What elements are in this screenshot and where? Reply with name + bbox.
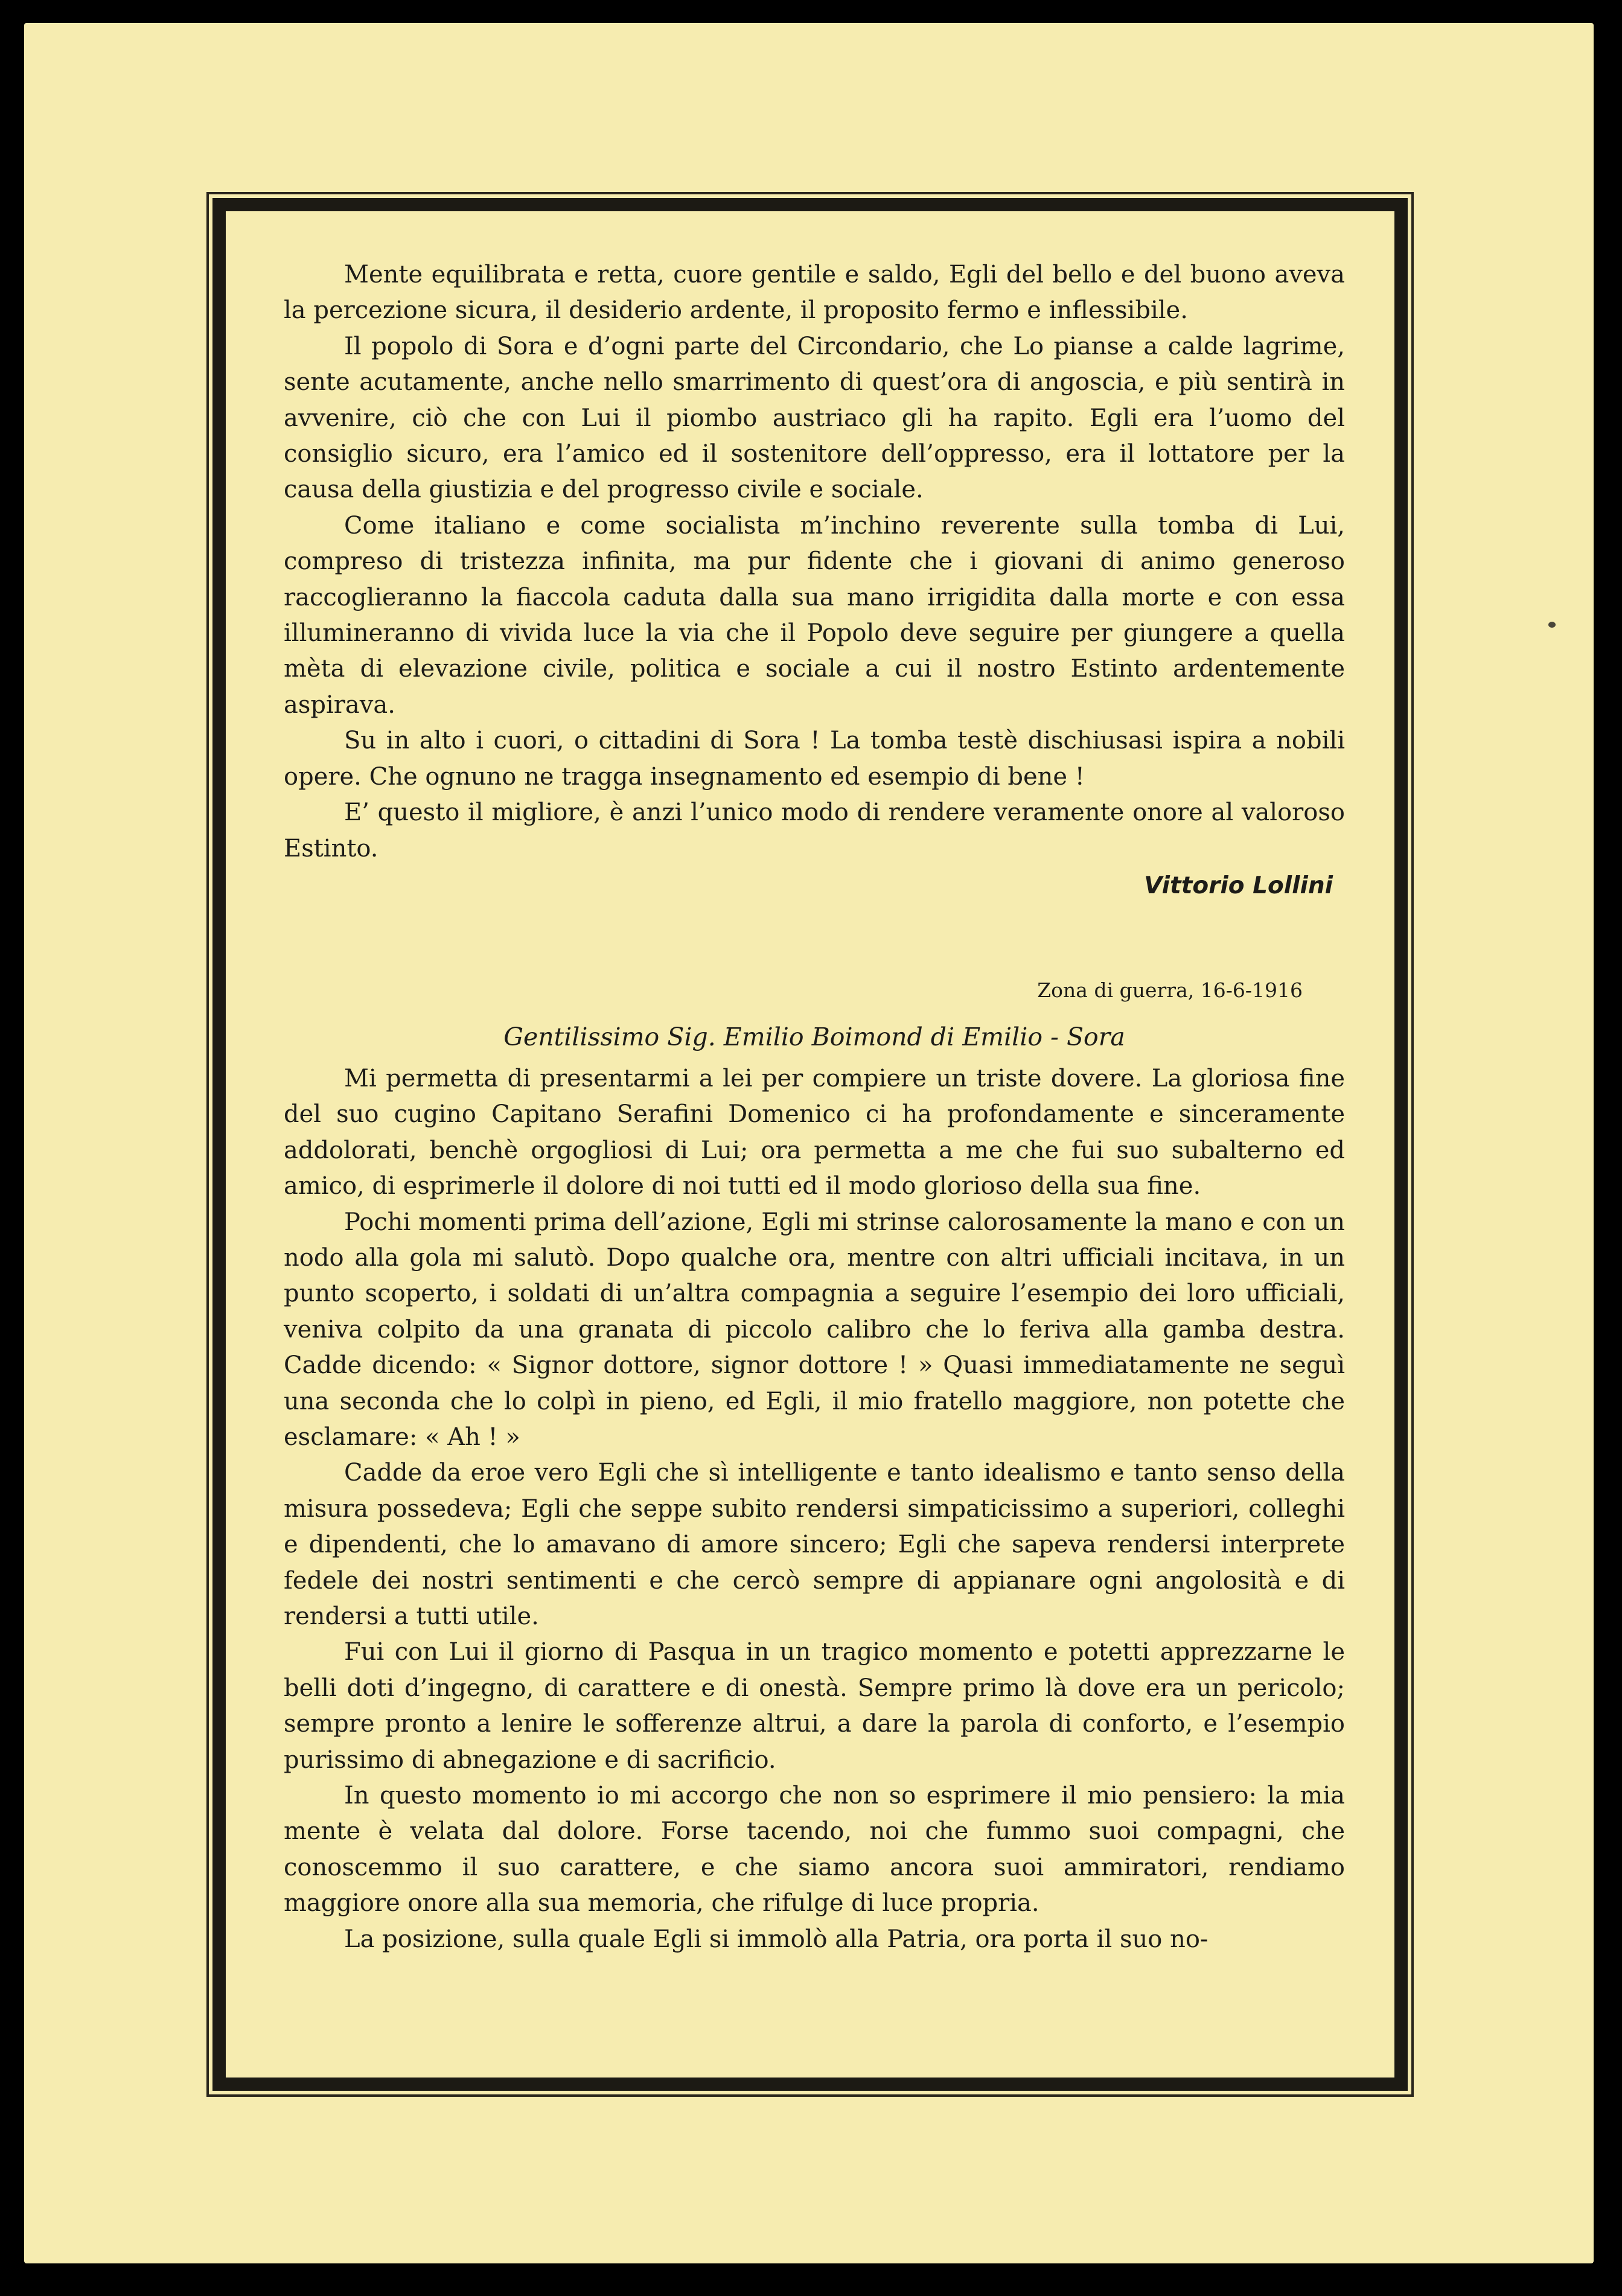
salutation: Gentilissimo Sig. Emilio Boimond di Emilio - Sora <box>503 1022 1125 1051</box>
paragraph: Cadde da eroe vero Egli che sì intelligente e tanto idealismo e tanto senso della misura possedeva; Egli che seppe subito rendersi simpaticissimo a superiori, colleghi e dipendenti, che lo amavano di amore sincero; Egli che sapeva rendersi interprete fedele dei nostri sentimenti e che cercò sempre di appianare ogni angolosità e di rendersi a tutti utile. <box>284 1459 1345 1630</box>
paragraph: E’ questo il migliore, è anzi l’unico modo di rendere veramente onore al valoroso Estinto. <box>284 799 1345 863</box>
ink-spot <box>1548 622 1556 628</box>
paper-sheet <box>24 23 1594 2263</box>
letter-lollini <box>284 257 1345 903</box>
letter-war-zone <box>284 975 1345 1957</box>
signature: Vittorio Lollini <box>1144 872 1333 899</box>
paragraph: Pochi momenti prima dell’azione, Egli mi strinse calorosamente la mano e con un nodo alla gola mi salutò. Dopo qualche ora, mentre con altri ufficiali incitava, in un punto scoperto, i soldati di un’altra compagnia a seguire l’esempio dei loro ufficiali, veniva colpito da una granata di piccolo calibro che lo feriva alla gamba destra. Cadde dicendo: « Signor dottore, signor dottore ! » Quasi immediatamente ne seguì una seconda che lo colpì in pieno, ed Egli, il mio fratello maggiore, non potette che esclamare: « Ah ! » <box>284 1208 1345 1451</box>
page-body <box>284 257 1345 2053</box>
paragraph: Come italiano e come socialista m’inchino reverente sulla tomba di Lui, compreso di tristezza infinita, ma pur fidente che i giovani di animo generoso raccoglieranno la fiaccola caduta dalla sua mano irrigidita dalla morte e con essa illumineranno di vivida luce la via che il Popolo deve seguire per giungere a quella mèta di elevazione civile, politica e sociale a cui il nostro Estinto ardentemente aspirava. <box>284 511 1345 719</box>
paragraph: Il popolo di Sora e d’ogni parte del Circondario, che Lo pianse a calde lagrime, sente acutamente, anche nello smarrimento di quest’ora di angoscia, e più sentirà in avvenire, ciò che con Lui il piombo austriaco gli ha rapito. Egli era l’uomo del consiglio sicuro, era l’amico ed il sostenitore dell’oppresso, era il lottatore per la causa della giustizia e del progresso civile e sociale. <box>284 332 1345 504</box>
paragraph: In questo momento io mi accorgo che non so esprimere il mio pensiero: la mia mente è velata dal dolore. Forse tacendo, noi che fummo suoi compagni, che conoscemmo il suo carattere, e che siamo ancora suoi ammiratori, rendiamo maggiore onore alla sua memoria, che rifulge di luce propria. <box>284 1782 1345 1918</box>
paragraph: Su in alto i cuori, o cittadini di Sora ! La tomba testè dischiusasi ispira a nobili opere. Che ognuno ne tragga insegnamento ed esempio di bene ! <box>284 727 1345 791</box>
dateline: Zona di guerra, 16-6-1916 <box>1037 978 1303 1002</box>
mourning-border <box>212 198 1408 2091</box>
paragraph: Mi permetta di presentarmi a lei per compiere un triste dovere. La gloriosa fine del suo cugino Capitano Serafini Domenico ci ha profondamente e sinceramente addolorati, benchè orgogliosi di Lui; ora permetta a me che fui suo subalterno ed amico, di esprimerle il dolore di noi tutti ed il modo glorioso della sua fine. <box>284 1064 1345 1201</box>
paragraph: Mente equilibrata e retta, cuore gentile e saldo, Egli del bello e del buono aveva la percezione sicura, il desiderio ardente, il proposito fermo e inflessibile. <box>284 261 1345 325</box>
paragraph: Fui con Lui il giorno di Pasqua in un tragico momento e potetti apprezzarne le belli doti d’ingegno, di carattere e di onestà. Sempre primo là dove era un pericolo; sempre pronto a lenire le sofferenze altrui, a dare la parola di conforto, e l’esempio purissimo di abnegazione e di sacrificio. <box>284 1638 1345 1774</box>
paragraph: La posizione, sulla quale Egli si immolò alla Patria, ora porta il suo no- <box>344 1925 1209 1953</box>
